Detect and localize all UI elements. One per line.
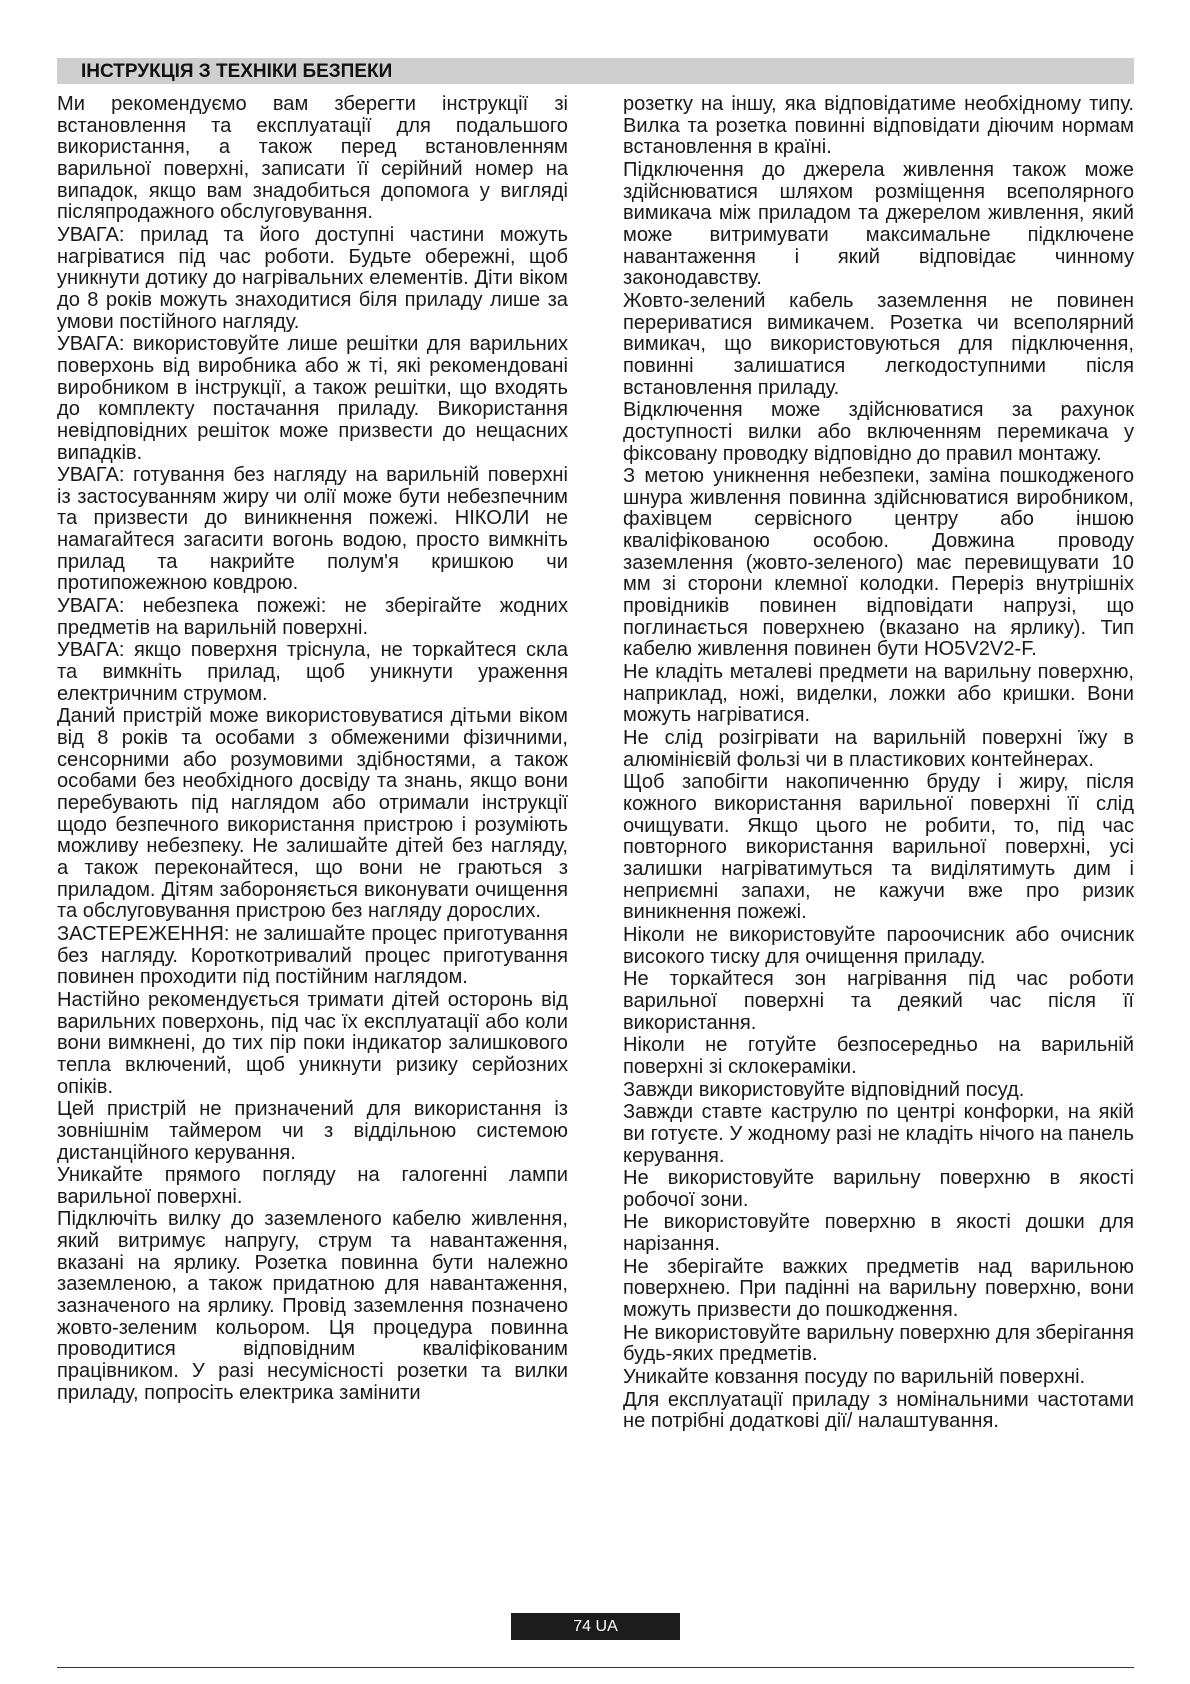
paragraph: Жовто-зелений кабель заземлення не повинен перериватися вимикачем. Розетка чи всеполярний вимикач, що використовуються для підключення, повинні залишатися легкодоступними після встановлення приладу. bbox=[623, 289, 1134, 399]
paragraph: Не зберігайте важких предметів над варильною поверхнею. При падінні на варильну поверхню, вони можуть призвести до пошкодження. bbox=[623, 1255, 1134, 1322]
paragraph: Не використовуйте варильну поверхню для зберігання будь-яких предметів. bbox=[623, 1321, 1134, 1366]
paragraph: Не використовуйте варильну поверхню в якості робочої зони. bbox=[623, 1167, 1134, 1211]
section-title: ІНСТРУКЦІЯ З ТЕХНІКИ БЕЗПЕКИ bbox=[81, 61, 393, 82]
paragraph: УВАГА: готування без нагляду на варильній поверхні із застосуванням жиру чи олії може бути небезпечним та призвести до виникнення пожежі. НІКОЛИ не намагайтеся загасити вогонь водою, просто вимкніть прилад та накрийте полум'я кришкою чи протипожежною ковдрою. bbox=[57, 464, 568, 595]
paragraph: Завжди використовуйте відповідний посуд. bbox=[623, 1078, 1025, 1101]
paragraph: Завжди ставте каструлю по центрі конфорки, на якій ви готуєте. У жодному разі не кладіть нічого на панель керування. bbox=[623, 1101, 1134, 1167]
paragraph: Даний пристрій може використовуватися дітьми віком від 8 років та особами з обмеженими фізичними, сенсорними або розумовими здібностями, а також особами без необхідного досвіду та знань, якщо вони перебувають під наглядом або отримали інструкції щодо безпечного використання пристрою і розуміють можливу небезпеку. Не залишайте дітей без нагляду, а також переконайтеся, що вони не граються з приладом. Дітям забороняється виконувати очищення та обслуговування пристрою без нагляду дорослих. bbox=[57, 705, 568, 923]
paragraph: Уникайте прямого погляду на галогенні лампи варильної поверхні. bbox=[57, 1164, 568, 1208]
paragraph: Ніколи не готуйте безпосередньо на варильній поверхні зі склокераміки. bbox=[623, 1034, 1134, 1078]
footer-divider bbox=[57, 1667, 1134, 1668]
paragraph: Підключення до джерела живлення також може здійснюватися шляхом розміщення всеполярного вимикача між приладом та джерелом живлення, який може витримувати максимальне підключене навантаження і який відповідає чинному законодавству. bbox=[623, 158, 1134, 290]
paragraph: Для експлуатації приладу з номінальними частотами не потрібні додаткові дії/ налаштування. bbox=[623, 1388, 1134, 1433]
paragraph: Щоб запобігти накопиченню бруду і жиру, після кожного використання варильної поверхні її слід очищувати. Якщо цього не робити, то, під час повторного використання варильної поверхні, усі залишки нагріватимуться та виділятимуть дим і неприємні запахи, не кажучи вже про ризик виникнення пожежі. bbox=[623, 771, 1134, 924]
paragraph: Не кладіть металеві предмети на варильну поверхню, наприклад, ножі, виделки, ложки або кришки. Вони можуть нагріватися. bbox=[623, 661, 1134, 727]
paragraph: УВАГА: якщо поверхня тріснула, не торкайтеся скла та вимкніть прилад, щоб уникнути ураження електричним струмом. bbox=[57, 639, 568, 705]
paragraph: Настійно рекомендується тримати дітей осторонь від варильних поверхонь, під час їх експлуатації або коли вони вимкнені, до тих пір поки індикатор залишкового тепла включений, щоб уникнути ризику серйозних опіків. bbox=[57, 988, 568, 1098]
paragraph: розетку на іншу, яка відповідатиме необхідному типу. Вилка та розетка повинні відповідати діючим нормам встановлення в країні. bbox=[623, 93, 1134, 159]
paragraph: УВАГА: небезпека пожежі: не зберігайте жодних предметів на варильній поверхні. bbox=[57, 595, 568, 639]
paragraph: Підключіть вилку до заземленого кабелю живлення, який витримує напругу, струм та навантаження, вказані на ярлику. Розетка повинна бути належно заземленою, а також придатною для навантаження, зазначеного на ярлику. Провід заземлення позначено жовто-зеленим кольором. Ця процедура повинна проводитися відповідним кваліфікованим працівником. У разі несумісності розетки та вилки приладу, попросіть електрика замінити bbox=[57, 1208, 568, 1404]
paragraph: Уникайте ковзання посуду по варильній поверхні. bbox=[623, 1366, 1086, 1389]
paragraph: Відключення може здійснюватися за рахунок доступності вилки або включенням перемикача у фіксовану проводку відповідно до правил монтажу. bbox=[623, 399, 1134, 465]
paragraph: Не торкайтеся зон нагрівання під час роботи варильної поверхні та деякий час після її використання. bbox=[623, 968, 1134, 1034]
paragraph: УВАГА: прилад та його доступні частини можуть нагріватися під час роботи. Будьте обережні, щоб уникнути дотику до нагрівальних елементів. Діти віком до 8 років можуть знаходитися біля приладу лише за умови постійного нагляду. bbox=[57, 223, 568, 333]
paragraph: Не використовуйте поверхню в якості дошки для нарізання. bbox=[623, 1211, 1134, 1256]
paragraph: Не слід розігрівати на варильній поверхні їжу в алюмінієвій фользі чи в пластикових контейнерах. bbox=[623, 727, 1134, 771]
paragraph: ЗАСТЕРЕЖЕННЯ: не залишайте процес приготування без нагляду. Короткотривалий процес приготування повинен проходити під постійним наглядом. bbox=[57, 922, 568, 989]
left-text-column bbox=[57, 94, 568, 1405]
paragraph: Ми рекомендуємо вам зберегти інструкції зі встановлення та експлуатації для подальшого використання, а також перед встановленням варильної поверхні, записати її серійний номер на випадок, якщо вам знадобиться допомога у вигляді післяпродажного обслуговування. bbox=[57, 93, 568, 224]
page-number: 74 UA bbox=[511, 1613, 680, 1640]
paragraph: З метою уникнення небезпеки, заміна пошкодженого шнура живлення повинна здійснюватися виробником, фахівцем сервісного центру або іншою кваліфікованою особою. Довжина проводу заземлення (жовто-зеленого) має перевищувати 10 мм зі сторони клемної колодки. Переріз внутрішніх провідників повинен відповідати напрузі, що поглинається поверхнею (вказано на ярлику). Тип кабелю живлення повинен бути HO5V2V2-F. bbox=[623, 465, 1134, 661]
section-header-bar bbox=[57, 58, 1134, 84]
paragraph: Ніколи не використовуйте пароочисник або очисник високого тиску для очищення приладу. bbox=[623, 923, 1134, 968]
paragraph: Цей пристрій не призначений для використання із зовнішнім таймером чи з віддільною системою дистанційного керування. bbox=[57, 1098, 568, 1164]
right-text-column bbox=[623, 94, 1134, 1434]
paragraph: УВАГА: використовуйте лише решітки для варильних поверхонь від виробника або ж ті, які рекомендовані виробником в інструкції, а також решітки, що входять до комплекту постачання приладу. Використання невідповідних решіток може призвести до нещасних випадків. bbox=[57, 333, 568, 464]
